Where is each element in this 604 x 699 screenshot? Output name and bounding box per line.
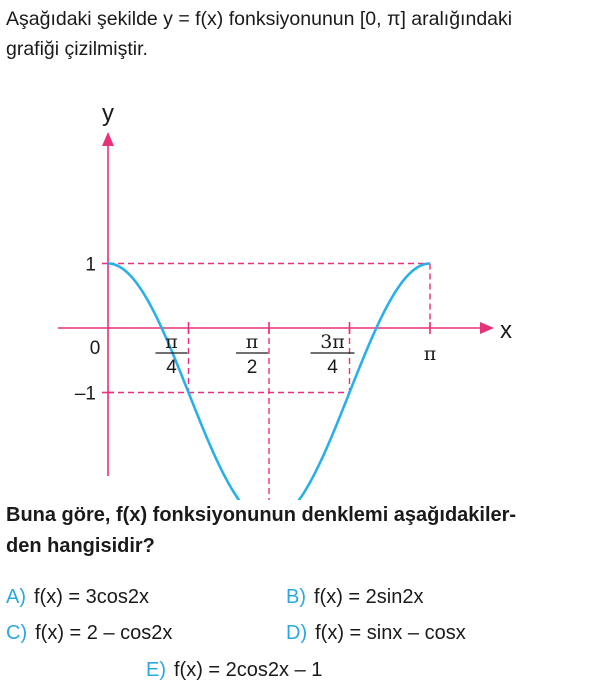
y-axis-arrow: [102, 132, 114, 146]
option-d[interactable]: [286, 622, 466, 645]
option-b[interactable]: [286, 586, 423, 609]
x-tick-den-2: 4: [327, 357, 338, 378]
option-e-text: f(x) = 2cos2x – 1: [174, 659, 323, 681]
x-tick-label-3: π: [423, 343, 437, 365]
option-d-letter: D): [286, 622, 308, 644]
option-c[interactable]: [6, 622, 172, 645]
option-a-letter: A): [6, 586, 26, 608]
axes: [58, 132, 494, 500]
option-b-letter: B): [286, 586, 306, 608]
option-e-letter: E): [146, 659, 166, 681]
axis-labels: [75, 100, 512, 500]
option-c-letter: C): [6, 622, 28, 644]
y-tick-label-0: 1: [85, 254, 96, 276]
option-a[interactable]: [6, 586, 149, 609]
option-e[interactable]: [146, 659, 322, 682]
question-line-1: Aşağıdaki şekilde y = f(x) fonksiyonunun [0, π] aralığındaki: [6, 8, 513, 30]
x-tick-den-1: 2: [246, 357, 258, 378]
x-axis-arrow: [480, 322, 494, 334]
option-a-text: f(x) = 3cos2x: [34, 586, 150, 608]
x-tick-num-1: π: [245, 331, 259, 353]
option-d-text: f(x) = sinx – cosx: [315, 622, 466, 644]
question-line-2: grafiği çizilmiştir.: [6, 38, 148, 60]
y-tick-label-1: –1: [74, 383, 96, 405]
x-tick-num-0: π: [165, 331, 178, 353]
x-axis-label: x: [500, 317, 512, 344]
question-prompt: [6, 500, 598, 562]
prompt-line-2: den hangisidir?: [6, 535, 155, 557]
origin-label: 0: [89, 338, 101, 359]
x-tick-den-0: 4: [166, 357, 177, 378]
y-axis-label: y: [102, 100, 114, 127]
option-c-text: f(x) = 2 – cos2x: [35, 622, 173, 644]
option-b-text: f(x) = 2sin2x: [314, 586, 424, 608]
guide-lines: [108, 264, 430, 501]
x-tick-num-2: 3π: [320, 331, 345, 353]
prompt-line-1: Buna göre, f(x) fonksiyonunun denklemi aşağıdakiler-: [6, 504, 517, 526]
